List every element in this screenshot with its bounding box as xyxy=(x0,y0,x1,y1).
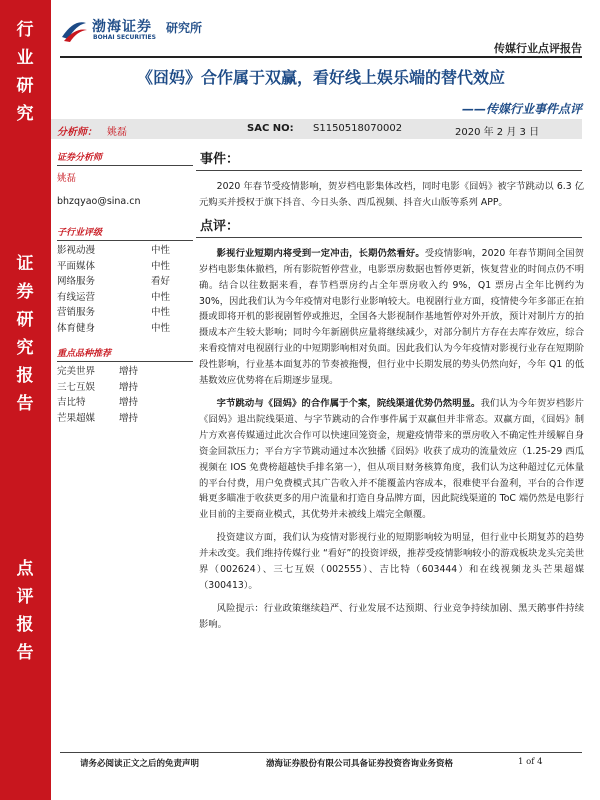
analyst-name-side: 姚磊 xyxy=(57,173,77,184)
pick-row xyxy=(57,395,193,411)
comment-heading: 点评： xyxy=(200,218,240,234)
strip-char: 告 xyxy=(16,643,35,663)
report-subtitle: ——传媒行业事件点评 xyxy=(461,102,582,116)
paragraph-body: 我们认为今年贺岁档影片《囧妈》退出院线渠道、与字节跳动的合作事件属于双赢但并非常态。双赢方面，《囧妈》制片方欢喜传媒通过此次合作可以快速回笼资金，规避疫情带来的票房收入不确定性并缓解自身资金回款压力；平台方字节跳动通过本次独播《囧妈》收获了成功的流量效应（1.25-29 西瓜视频在 IOS 免费榜超越快手排名第一），但从项目财务核算角度，我们认为这种超过亿元体量的平台付费，用户免费模式其广告收入并不能覆盖内容成本，很难使平台盈利，平台的合作逻辑更多瞄准于收获更多的用户流量和打造自身品牌方面，因此院线渠道的 ToC 端仍然是电影行业目前的主要商业模式，其优势并未被线上端完全颠覆。 xyxy=(199,397,584,521)
comment-paragraph-2 xyxy=(199,396,584,523)
strip-char: 行 xyxy=(16,20,35,40)
strip-char: 究 xyxy=(16,338,35,358)
page-number: 1 of 4 xyxy=(518,757,543,767)
strip-char: 评 xyxy=(16,587,35,607)
pick-name: 完美世界 xyxy=(57,366,96,377)
logo-icon xyxy=(60,17,88,43)
sub-industry-ratings xyxy=(57,225,193,336)
section-divider xyxy=(57,165,193,166)
pick-name: 芒果超媒 xyxy=(57,412,96,424)
footer-disclaimer: 请务必阅读正文之后的免责声明 xyxy=(80,759,200,769)
rating-value: 中性 xyxy=(151,291,171,303)
rating-row xyxy=(57,259,193,275)
strip-char: 证 xyxy=(16,254,35,274)
rating-value: 中性 xyxy=(151,245,171,256)
report-type: 传媒行业点评报告 xyxy=(494,42,582,55)
pick-rating: 增持 xyxy=(119,366,139,377)
author-bar xyxy=(51,119,582,139)
strip-char: 业 xyxy=(16,48,35,68)
strip-char: 报 xyxy=(16,366,35,386)
section-divider xyxy=(57,240,193,241)
strip-char: 报 xyxy=(16,615,35,635)
report-body xyxy=(196,150,582,633)
rating-value: 中性 xyxy=(151,307,171,318)
pick-row xyxy=(57,364,193,380)
strip-label-mid xyxy=(0,250,51,418)
event-paragraph: 2020 年春节受疫情影响，贺岁档电影集体改档，同时电影《囧妈》被字节跳动以 6.3 亿元购买并授权于旗下抖音、今日头条、西瓜视频、抖音火山版等系列 APP。 xyxy=(199,181,584,208)
pick-name: 三七互娱 xyxy=(57,381,96,393)
paragraph-body: 受疫情影响，2020 年春节期间全国贺岁档电影集体撤档，所有影院暂停营业，电影票房数据也暂停更新，恢复营业的时间点仍不明确。结合以往数据来看，春节档票房约占全年票房收入约 9%，Q1 票房占全年比例约为 30%，因此我们认为今年疫情对电影行业影响较大。电视剧行业方面，疫情使今年多部正在拍摄或即将开机的影视剧暂停或推迟，全国各大影视制作基地暂停对外开放，预计对制片方的拍摄成本产生较大影响；同时今年新剧供应量将继续减少，对部分制片方存在去库存效应，综合来看疫情对电视剧行业的中短期影响相对负面。因此我们认为今年疫情对影视行业存在短期阶段性影响，行业基本面复苏的节奏被拖慢，但行业中长期发展的势头仍然向好，今年 Q1 的低基数效应优势将在后期逐步显现。 xyxy=(199,247,584,387)
rating-row xyxy=(57,305,193,321)
pick-row xyxy=(57,411,193,427)
analyst-label: 分析师： xyxy=(57,127,97,138)
pick-name: 吉比特 xyxy=(57,397,86,408)
strip-char: 告 xyxy=(16,394,35,414)
report-title: 《囧妈》合作属于双赢，看好线上娱乐端的替代效应 xyxy=(136,68,505,87)
strip-char: 研 xyxy=(16,310,35,330)
strip-char: 研 xyxy=(16,76,35,96)
logo-text-en: BOHAI SECURITIES xyxy=(93,34,156,41)
pick-row xyxy=(57,380,193,396)
footer-company: 渤海证券股份有限公司具备证券投资咨询业务资格 xyxy=(266,759,454,769)
event-heading: 事件： xyxy=(200,152,240,167)
pick-rating: 增持 xyxy=(119,381,139,393)
rating-row xyxy=(57,274,193,290)
key-stock-picks xyxy=(57,346,193,426)
rating-row xyxy=(57,243,193,259)
risk-warning-paragraph: 风险提示：行业政策继续趋严、行业发展不达预期、行业竞争持续加剧、黑天鹅事件持续影响。 xyxy=(199,602,584,630)
rating-value: 中性 xyxy=(151,322,171,334)
rating-name: 体育健身 xyxy=(57,322,96,334)
side-strip xyxy=(0,0,51,800)
strip-label-top xyxy=(0,16,51,128)
analyst-section-title: 证券分析师 xyxy=(57,153,103,163)
logo-text-cn: 渤海证券 xyxy=(92,19,152,35)
paragraph-lead: 字节跳动与《囧妈》的合作属于个案，院线渠道优势仍然明显。 xyxy=(216,397,481,409)
rating-name: 有线运营 xyxy=(57,291,96,303)
rating-value: 中性 xyxy=(151,260,171,272)
rating-name: 平面媒体 xyxy=(57,260,96,272)
rating-name: 网络服务 xyxy=(57,276,96,287)
rating-name: 营销服务 xyxy=(57,307,96,318)
rating-row xyxy=(57,321,193,337)
paragraph-lead: 影视行业短期内将受到一定冲击，长期仍然看好。 xyxy=(216,247,425,259)
comment-paragraph-1 xyxy=(199,246,584,389)
rating-name: 影视动漫 xyxy=(57,245,96,256)
sac-label: SAC NO: xyxy=(247,123,294,134)
pick-rating: 增持 xyxy=(119,412,139,424)
footer-divider xyxy=(60,752,582,753)
analyst-section xyxy=(57,150,193,207)
strip-char: 券 xyxy=(16,282,35,302)
analyst-name: 姚磊 xyxy=(107,127,127,138)
rating-section-title: 子行业评级 xyxy=(57,228,103,238)
analyst-email[interactable]: bhzqyao@sina.cn xyxy=(57,196,141,207)
strip-label-bottom xyxy=(0,555,51,667)
strip-char: 点 xyxy=(16,559,35,579)
report-date: 2020 年 2 月 3 日 xyxy=(455,127,540,138)
heading-divider xyxy=(196,237,582,238)
pick-rating: 增持 xyxy=(119,397,139,408)
section-divider xyxy=(57,361,193,362)
company-logo xyxy=(60,15,172,45)
header-divider xyxy=(60,56,582,58)
strip-char: 究 xyxy=(16,104,35,124)
investment-advice-paragraph: 投资建议方面，我们认为疫情对影视行业的短期影响较为明显，但行业中长期复苏的趋势并未改变。我们维持传媒行业 “看好”的投资评级，推荐受疫情影响较小的游戏板块龙头完美世界（002624）、三七互娱（002555）、吉比特（603444）和在线视频龙头芒果超媒（300413）。 xyxy=(199,532,584,591)
institute-name: 研究所 xyxy=(166,21,203,35)
picks-section-title: 重点品种推荐 xyxy=(57,349,112,359)
rating-value: 看好 xyxy=(151,276,171,287)
rating-row xyxy=(57,290,193,306)
heading-divider xyxy=(196,170,582,171)
sac-number: S1150518070002 xyxy=(313,123,403,134)
